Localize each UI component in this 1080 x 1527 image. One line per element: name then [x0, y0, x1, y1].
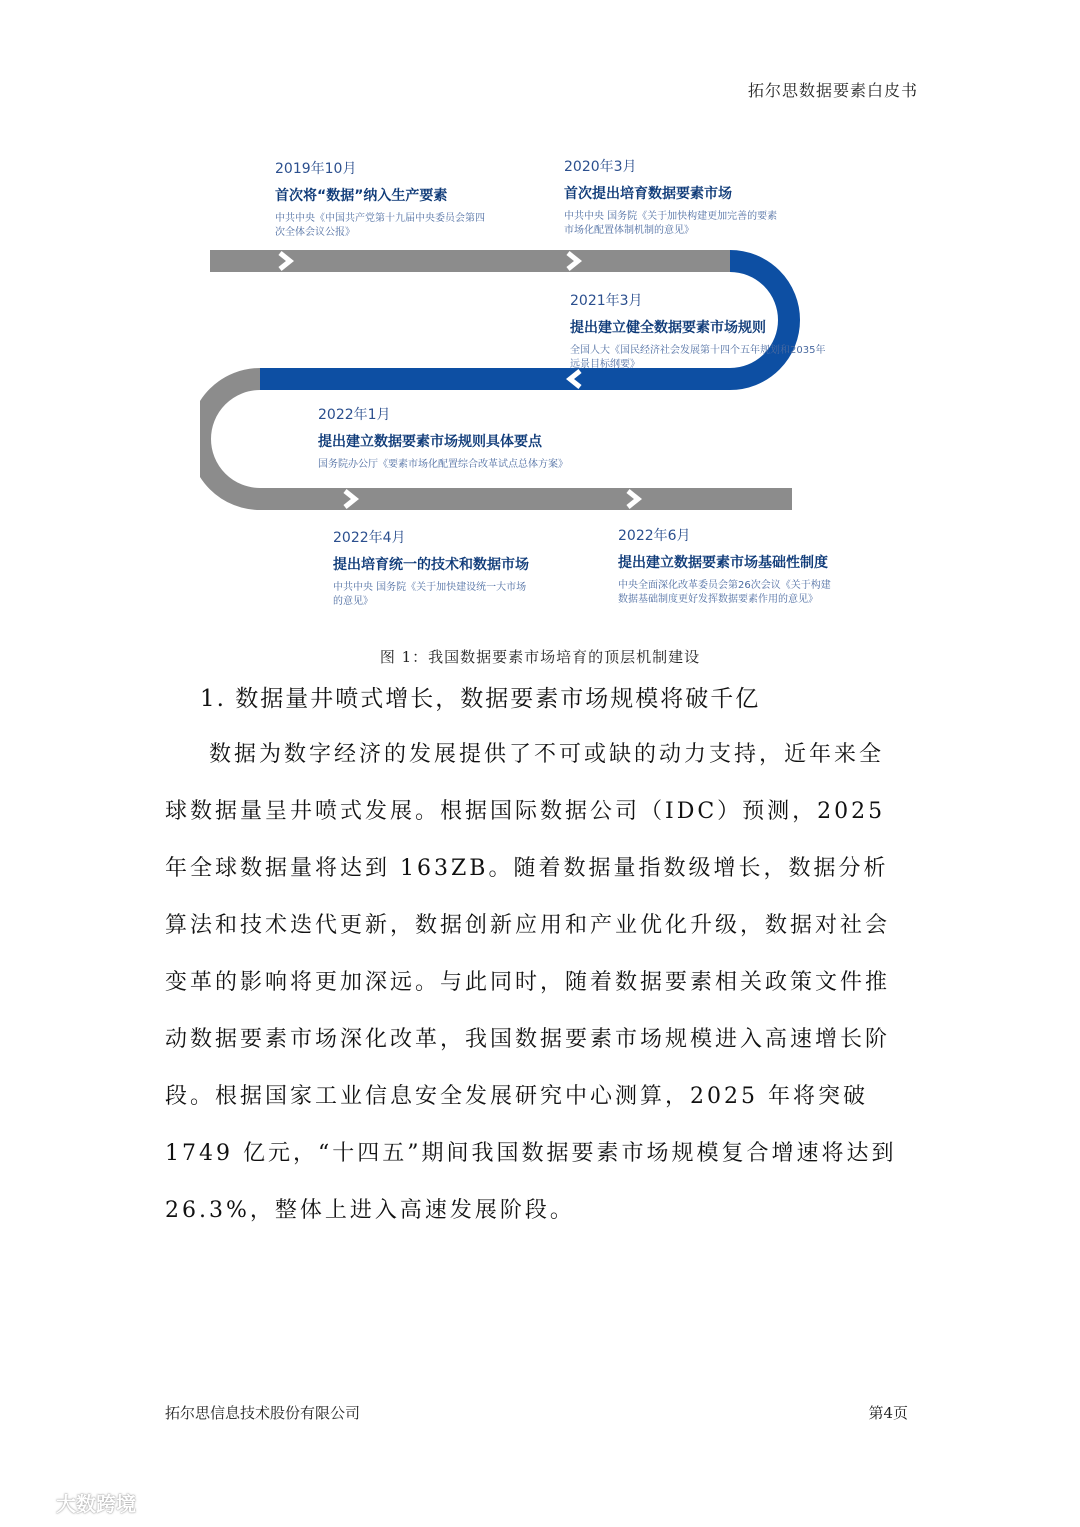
milestone-date: 2022年6月	[618, 528, 691, 544]
milestone-2019-10	[275, 158, 485, 240]
page-header: 拓尔思数据要素白皮书	[747, 81, 918, 100]
milestone-2021-03	[570, 290, 825, 372]
milestone-title: 提出建立健全数据要素市场规则	[570, 320, 766, 336]
milestone-date: 2022年4月	[333, 530, 406, 546]
body-paragraph: 数据为数字经济的发展提供了不可或缺的动力支持，近年来全球数据量呈井喷式发展。根据国际数据公司（IDC）预测，2025 年全球数据量将达到 163ZB。随着数据量指数级增长，数据分析算法和技术迭代更新，数据创新应用和产业优化升级，数据对社会变革的影响将更加深远。与此同时，随着数据要素相关政策文件推动数据要素市场深化改革，我国数据要素市场规模进入高速增长阶段。根据国家工业信息安全发展研究中心测算，2025 年将突破 1749 亿元，“十四五”期间我国数据要素市场规模复合增速将达到 26.3%，整体上进入高速发展阶段。	[165, 742, 897, 1223]
road-curve-left	[200, 379, 260, 499]
timeline-figure	[200, 140, 860, 630]
milestone-title: 首次提出培育数据要素市场	[564, 186, 732, 202]
milestone-date: 2022年1月	[318, 407, 391, 423]
footer-page-number: 第4页	[868, 1404, 908, 1422]
milestone-2022-01	[318, 404, 568, 472]
watermark-text: 大数跨境	[56, 1492, 136, 1516]
road-segment-bottom	[260, 488, 792, 510]
milestone-date: 2020年3月	[564, 159, 637, 175]
watermark-logo-icon	[8, 1491, 52, 1515]
milestone-desc: 国务院办公厅《要素市场化配置综合改革试点总体方案》	[318, 459, 568, 470]
milestone-desc: 中央全面深化改革委员会第26次会议《关于构建 数据基础制度更好发挥数据要素作用的意见》	[618, 580, 831, 605]
milestone-title: 提出建立数据要素市场基础性制度	[618, 555, 828, 571]
milestone-2020-03	[564, 156, 777, 238]
milestone-2022-06	[618, 525, 831, 607]
milestone-desc: 全国人大《国民经济社会发展第十四个五年规划和2035年 远景目标纲要》	[570, 345, 826, 370]
milestone-title: 提出建立数据要素市场规则具体要点	[318, 434, 542, 450]
milestone-desc: 中共中央 国务院《关于加快建设统一大市场 的意见》	[333, 582, 527, 607]
watermark	[8, 1488, 136, 1517]
figure-caption: 图 1：我国数据要素市场培育的顶层机制建设	[379, 648, 701, 666]
milestone-title: 首次将“数据”纳入生产要素	[275, 188, 448, 204]
milestone-desc: 中共中央《中国共产党第十九届中央委员会第四 次全体会议公报》	[275, 213, 485, 238]
milestone-date: 2019年10月	[275, 161, 357, 177]
footer-company: 拓尔思信息技术股份有限公司	[165, 1404, 361, 1422]
milestone-desc: 中共中央 国务院《关于加快构建更加完善的要素 市场化配置体制机制的意见》	[564, 211, 778, 236]
milestone-date: 2021年3月	[570, 293, 643, 309]
milestone-2022-04	[333, 527, 529, 609]
section-heading: 1. 数据量井喷式增长，数据要素市场规模将破千亿	[200, 686, 761, 712]
body-text	[165, 726, 900, 1239]
milestone-title: 提出培育统一的技术和数据市场	[333, 557, 529, 573]
